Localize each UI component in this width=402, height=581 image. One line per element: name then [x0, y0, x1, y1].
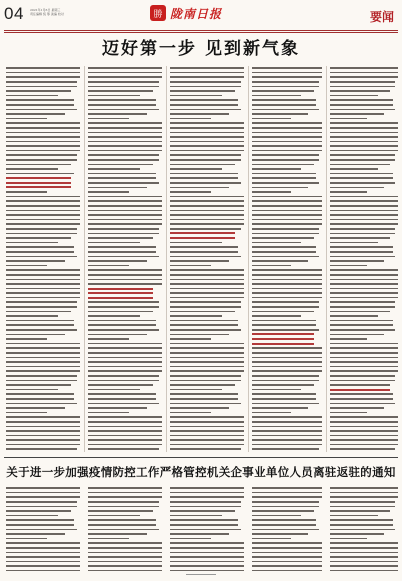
text-line [170, 213, 244, 218]
issue-date-line: 2021年1月6日 星期三 [30, 8, 61, 12]
text-line [330, 555, 398, 560]
text-line [252, 438, 322, 443]
text-line [170, 89, 244, 94]
text-line [252, 360, 322, 365]
text-line [6, 144, 80, 149]
text-line [330, 291, 398, 296]
text-line [6, 135, 80, 140]
issue-date-block [30, 8, 66, 16]
text-line [88, 564, 162, 569]
text-line [252, 337, 322, 342]
notice-column-3 [170, 486, 244, 576]
text-line [88, 509, 162, 514]
text-line [252, 144, 322, 149]
text-line [252, 213, 322, 218]
text-line [330, 447, 398, 452]
text-line [88, 429, 162, 434]
text-line [88, 360, 162, 365]
text-line [170, 447, 244, 452]
text-line [88, 569, 162, 574]
text-line [6, 447, 80, 452]
text-line [88, 135, 162, 140]
text-line [252, 89, 322, 94]
text-line [170, 486, 244, 491]
text-line [330, 569, 398, 574]
text-line [330, 360, 398, 365]
text-line [170, 429, 244, 434]
text-line [170, 360, 244, 365]
article-column-5 [330, 66, 398, 452]
text-line [6, 569, 80, 574]
text-line [330, 89, 398, 94]
text-line [88, 144, 162, 149]
text-line [330, 383, 398, 388]
text-line [252, 429, 322, 434]
text-line [6, 438, 80, 443]
text-line [88, 66, 162, 71]
text-line [252, 486, 322, 491]
text-line [6, 486, 80, 491]
text-line [252, 555, 322, 560]
text-line [88, 383, 162, 388]
text-line [170, 564, 244, 569]
notice-column-2 [88, 486, 162, 576]
text-line [330, 144, 398, 149]
notice-column-4 [252, 486, 322, 576]
column-divider [248, 66, 249, 452]
article-column-1 [6, 66, 80, 452]
text-line [330, 486, 398, 491]
text-line [252, 66, 322, 71]
text-line [252, 509, 322, 514]
text-line [88, 236, 162, 241]
notice-column-5 [330, 486, 398, 576]
text-line [330, 66, 398, 71]
text-line [252, 383, 322, 388]
masthead [0, 0, 402, 34]
newspaper-brand [150, 4, 222, 22]
text-line [252, 135, 322, 140]
text-line [6, 236, 80, 241]
text-line [6, 555, 80, 560]
text-line [170, 569, 244, 574]
text-line [88, 438, 162, 443]
text-line [170, 509, 244, 514]
text-line [252, 564, 322, 569]
text-line [88, 213, 162, 218]
brand-seal-icon: 勝 [150, 5, 166, 21]
masthead-rule-secondary [4, 32, 398, 33]
text-line [330, 213, 398, 218]
text-line [330, 564, 398, 569]
section-name: 要闻 [369, 10, 394, 24]
text-line [330, 438, 398, 443]
notice-rule [4, 457, 398, 458]
text-line [330, 236, 398, 241]
text-line [6, 383, 80, 388]
page-number: 04 [4, 4, 24, 23]
text-line [88, 291, 162, 296]
text-line [170, 144, 244, 149]
text-line [330, 429, 398, 434]
text-line [88, 555, 162, 560]
text-line [330, 135, 398, 140]
text-line [88, 486, 162, 491]
text-line [6, 89, 80, 94]
text-line [170, 236, 244, 241]
text-line [170, 438, 244, 443]
text-line [170, 282, 244, 287]
text-line [252, 447, 322, 452]
footer-mark [186, 574, 216, 578]
text-line [330, 282, 398, 287]
text-line [6, 564, 80, 569]
text-line [6, 282, 80, 287]
text-line [170, 291, 244, 296]
text-line [6, 66, 80, 71]
text-line [6, 360, 80, 365]
text-line [252, 569, 322, 574]
text-line [252, 236, 322, 241]
text-line [6, 291, 80, 296]
article-column-2 [88, 66, 162, 452]
text-line [252, 291, 322, 296]
text-line [330, 509, 398, 514]
text-line [6, 213, 80, 218]
text-line [88, 89, 162, 94]
text-line [88, 282, 162, 287]
text-line [88, 447, 162, 452]
notice-column-1 [6, 486, 80, 576]
main-headline: 迈好第一步 见到新气象 [102, 39, 300, 59]
editor-line: 责任编辑 统 筹 美编 校对 [30, 12, 64, 16]
text-line [170, 66, 244, 71]
notice-title: 关于进一步加强疫情防控工作严格管控机关企事业单位人员离驻返驻的通知 [6, 465, 396, 479]
text-line [6, 429, 80, 434]
text-line [6, 509, 80, 514]
masthead-rule [4, 30, 398, 31]
brand-name: 陇南日报 [170, 6, 223, 21]
column-divider [166, 66, 167, 452]
column-divider [326, 66, 327, 452]
text-line [170, 555, 244, 560]
text-line [170, 135, 244, 140]
article-column-3 [170, 66, 244, 452]
column-divider [84, 66, 85, 452]
article-column-4 [252, 66, 322, 452]
text-line [252, 282, 322, 287]
text-line [170, 383, 244, 388]
